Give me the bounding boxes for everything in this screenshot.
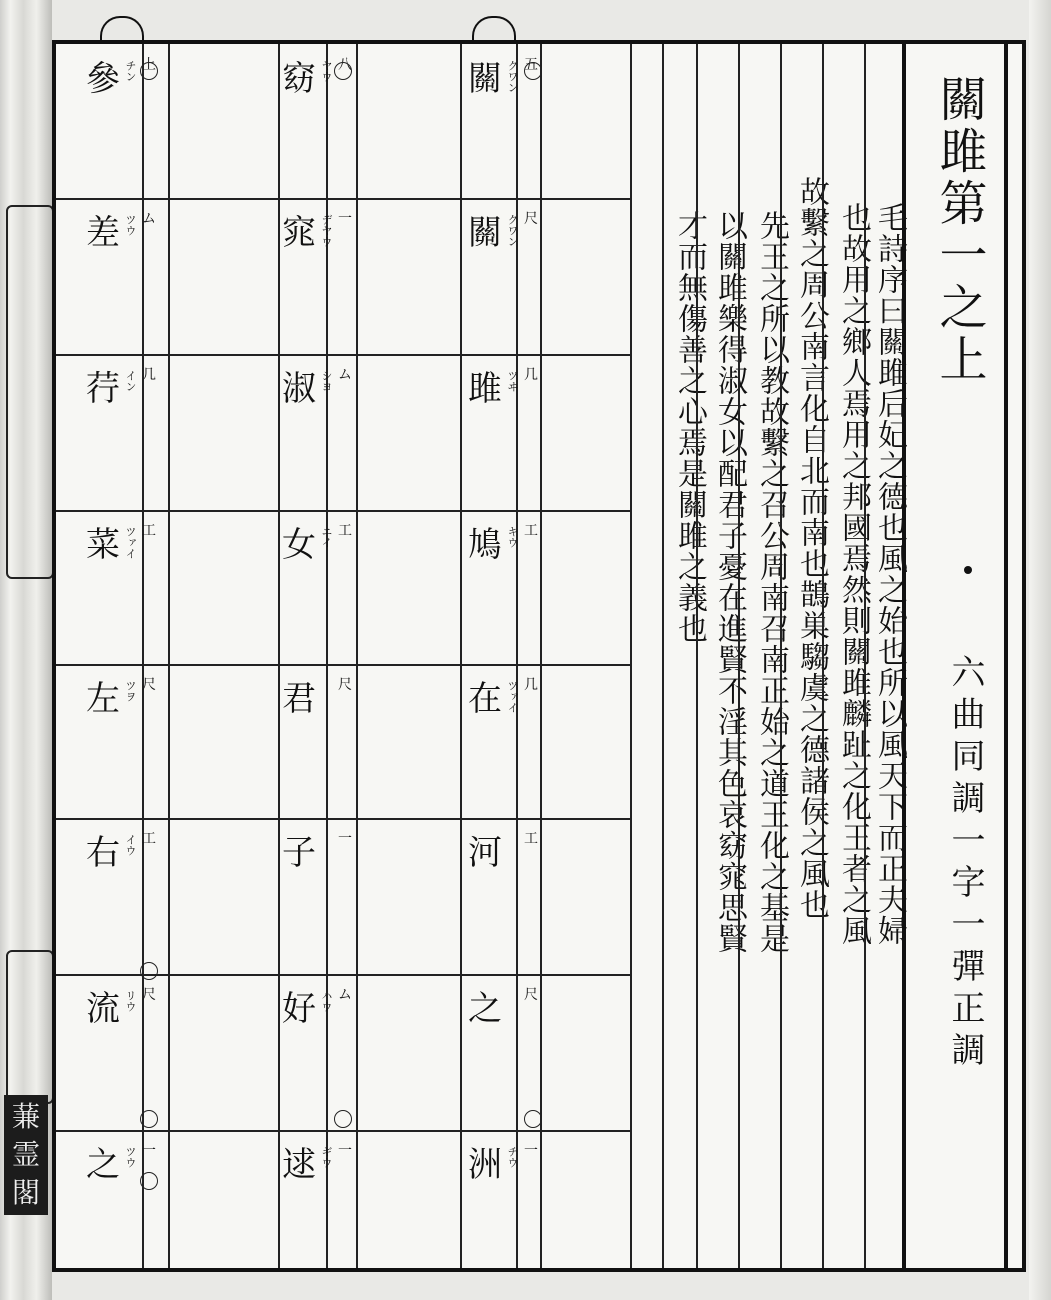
pitch-notation: 工 bbox=[142, 523, 156, 539]
pitch-notation: 工 bbox=[338, 523, 352, 539]
grid-horizontal-line bbox=[56, 510, 630, 512]
pitch-notation: 一 bbox=[338, 1143, 352, 1159]
grid-vertical-line bbox=[278, 44, 280, 1268]
reading-ruby: ツウ bbox=[124, 1146, 137, 1168]
grid-horizontal-line bbox=[56, 354, 630, 356]
preface-column: 才而無傷善之心焉是關雎之義也 bbox=[672, 210, 707, 644]
reading-ruby: ギウ bbox=[320, 1146, 333, 1168]
circle-mark bbox=[334, 62, 352, 80]
circle-mark bbox=[140, 962, 158, 980]
score-character: 參 bbox=[86, 59, 120, 99]
pitch-notation: 几 bbox=[524, 367, 538, 383]
pitch-notation: ム bbox=[142, 211, 156, 227]
pitch-notation: 几 bbox=[524, 677, 538, 693]
reading-ruby: キウ bbox=[506, 526, 519, 548]
grid-vertical-line bbox=[662, 44, 664, 1268]
pitch-notation: 尺 bbox=[142, 987, 156, 1003]
pitch-notation: 工 bbox=[524, 831, 538, 847]
preface-column: 先王之所以教故繫之召公周南召南正始之道王化之基是 bbox=[754, 210, 789, 954]
grid-horizontal-line bbox=[56, 198, 630, 200]
score-character: 關 bbox=[468, 213, 502, 253]
grid-vertical-line bbox=[142, 44, 144, 1268]
preface-column: 也故用之鄉人焉用之邦國焉然則關雎麟趾之化王者之風 bbox=[836, 202, 871, 946]
preface-column: 毛詩序曰關雎后妃之德也風之始也所以風天下而正夫婦 bbox=[872, 202, 907, 946]
score-character: 君 bbox=[282, 679, 316, 719]
score-character: 流 bbox=[86, 989, 120, 1029]
page-frame bbox=[52, 40, 1026, 1272]
score-character: 之 bbox=[86, 1145, 120, 1185]
page-title: 關雎第一之上 bbox=[931, 74, 987, 386]
pitch-notation: 尺 bbox=[338, 677, 352, 693]
binding-tie bbox=[100, 16, 144, 42]
pitch-notation: 五 bbox=[524, 57, 538, 73]
score-character: 差 bbox=[86, 213, 120, 253]
score-character: 右 bbox=[86, 833, 120, 873]
pitch-notation: 尺 bbox=[142, 677, 156, 693]
pitch-notation: 工 bbox=[142, 831, 156, 847]
reading-ruby: ヤウ bbox=[320, 60, 333, 82]
circle-mark bbox=[140, 1110, 158, 1128]
spine-label bbox=[4, 1095, 48, 1215]
score-character: 菜 bbox=[86, 525, 120, 565]
score-character: 在 bbox=[468, 679, 502, 719]
score-character: 雎 bbox=[468, 369, 502, 409]
score-character: 女 bbox=[282, 525, 316, 565]
reading-ruby: クワン bbox=[506, 214, 519, 247]
reading-ruby: ツァイ bbox=[506, 680, 519, 713]
spine-strip bbox=[6, 205, 54, 579]
score-character: 子 bbox=[282, 833, 316, 873]
score-character: 逑 bbox=[282, 1145, 316, 1185]
pitch-notation: 尺 bbox=[524, 987, 538, 1003]
preface-column: 故繫之周公南言化自北而南也鵲巣騶虞之德諸侯之風也 bbox=[794, 176, 829, 920]
circle-mark bbox=[524, 1110, 542, 1128]
score-character: 好 bbox=[282, 989, 316, 1029]
circle-mark bbox=[334, 1110, 352, 1128]
reading-ruby: ツヲ bbox=[124, 680, 137, 702]
score-character: 關 bbox=[468, 59, 502, 99]
circle-mark bbox=[140, 1172, 158, 1190]
circle-mark bbox=[140, 62, 158, 80]
score-character: 窈 bbox=[282, 59, 316, 99]
score-character: 鳩 bbox=[468, 525, 502, 565]
score-character: 窕 bbox=[282, 213, 316, 253]
reading-ruby: イウ bbox=[124, 834, 137, 856]
score-character: 洲 bbox=[468, 1145, 502, 1185]
score-character: 淑 bbox=[282, 369, 316, 409]
pitch-notation: 一 bbox=[338, 211, 352, 227]
reading-ruby: デヤウ bbox=[320, 214, 333, 247]
spine-char: 蒹 bbox=[11, 1100, 40, 1133]
grid-vertical-line bbox=[1004, 44, 1008, 1268]
grid-vertical-line bbox=[460, 44, 462, 1268]
reading-ruby: ツァイ bbox=[124, 526, 137, 559]
score-character: 左 bbox=[86, 679, 120, 719]
grid-vertical-line bbox=[780, 44, 782, 1268]
spine-char: 閣 bbox=[11, 1176, 40, 1209]
spine-strip bbox=[6, 950, 54, 1104]
page-edge bbox=[1029, 0, 1051, 1300]
grid-vertical-line bbox=[168, 44, 170, 1268]
score-character: 河 bbox=[468, 833, 502, 873]
reading-ruby: チウ bbox=[506, 1146, 519, 1168]
mode-line: 六曲同調一字一彈正調 bbox=[945, 654, 985, 1074]
grid-vertical-line bbox=[696, 44, 698, 1268]
score-character: 之 bbox=[468, 989, 502, 1029]
pitch-notation: 一 bbox=[142, 1143, 156, 1159]
pitch-notation: 一 bbox=[524, 1143, 538, 1159]
grid-vertical-line bbox=[540, 44, 542, 1268]
reading-ruby: ツヰ bbox=[506, 370, 519, 392]
grid-horizontal-line bbox=[56, 1130, 630, 1132]
circle-mark bbox=[524, 62, 542, 80]
pitch-notation: 尺 bbox=[524, 211, 538, 227]
pitch-notation: 工 bbox=[524, 523, 538, 539]
reading-ruby: クワン bbox=[506, 60, 519, 93]
pitch-notation: 上 bbox=[142, 57, 156, 73]
book-spine bbox=[0, 0, 52, 1300]
reading-ruby: ツウ bbox=[124, 214, 137, 236]
pitch-notation: ム bbox=[338, 367, 352, 383]
grid-horizontal-line bbox=[56, 818, 630, 820]
reading-ruby: ハウ bbox=[320, 990, 333, 1012]
pitch-notation: 几 bbox=[142, 367, 156, 383]
grid-horizontal-line bbox=[56, 664, 630, 666]
pitch-notation: 一 bbox=[338, 831, 352, 847]
reading-ruby: シヨ bbox=[320, 370, 333, 392]
spine-char: 霊 bbox=[11, 1138, 40, 1171]
grid-vertical-line bbox=[902, 44, 906, 1268]
reading-ruby: ニイ bbox=[320, 526, 333, 548]
binding-tie bbox=[472, 16, 516, 42]
score-character: 荇 bbox=[86, 369, 120, 409]
preface-column: 以關雎樂得淑女以配君子憂在進賢不淫其色哀窈窕思賢 bbox=[712, 210, 747, 954]
grid-vertical-line bbox=[864, 44, 866, 1268]
grid-vertical-line bbox=[630, 44, 632, 1268]
grid-vertical-line bbox=[356, 44, 358, 1268]
reading-ruby: チン bbox=[124, 60, 137, 82]
pitch-notation: ム bbox=[338, 987, 352, 1003]
pitch-notation: 八 bbox=[338, 57, 352, 73]
reading-ruby: イン bbox=[124, 370, 137, 392]
grid-vertical-line bbox=[738, 44, 740, 1268]
reading-ruby: リウ bbox=[124, 990, 137, 1012]
separator-dot bbox=[964, 566, 972, 574]
grid-vertical-line bbox=[822, 44, 824, 1268]
